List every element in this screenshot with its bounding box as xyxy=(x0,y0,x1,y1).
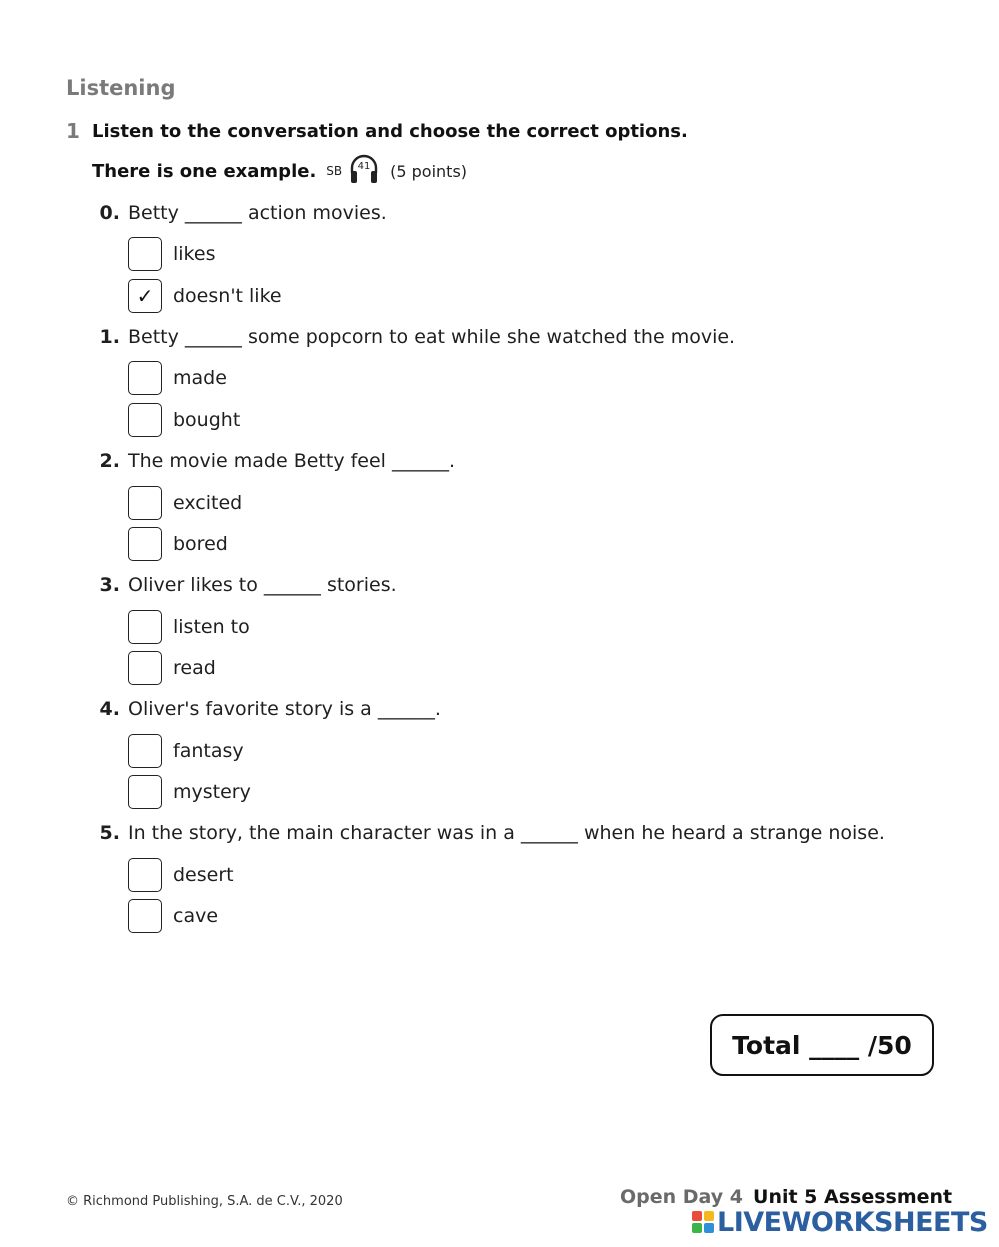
option-q0-a[interactable] xyxy=(128,237,215,271)
option-label: desert xyxy=(173,864,234,886)
checkbox[interactable] xyxy=(128,486,162,520)
checkbox[interactable] xyxy=(128,775,162,809)
option-label: mystery xyxy=(173,781,251,803)
liveworksheets-logo-icon xyxy=(692,1211,714,1233)
question-text: In the story, the main character was in a ______ when he heard a strange noise. xyxy=(128,822,885,844)
task-instruction-line-2 xyxy=(92,155,467,187)
task-instruction: Listen to the conversation and choose the correct options. xyxy=(92,121,688,142)
question-number: 4. xyxy=(99,698,120,720)
option-q3-b[interactable] xyxy=(128,651,216,685)
option-label: listen to xyxy=(173,616,250,638)
option-label: excited xyxy=(173,492,243,514)
total-score-text: Total ____ /50 xyxy=(732,1030,912,1060)
checkbox[interactable] xyxy=(128,651,162,685)
option-label: bored xyxy=(173,533,228,555)
question-text: Oliver likes to ______ stories. xyxy=(128,574,397,596)
headphones-icon[interactable] xyxy=(348,153,380,185)
book-title: Open Day 4 xyxy=(620,1186,744,1208)
watermark-text: LIVEWORKSHEETS xyxy=(717,1206,988,1238)
checkbox[interactable] xyxy=(128,734,162,768)
question-text: The movie made Betty feel ______. xyxy=(128,450,456,472)
checkbox[interactable] xyxy=(128,361,162,395)
points: (5 points) xyxy=(390,161,468,181)
question-text: Betty ______ some popcorn to eat while she watched the movie. xyxy=(128,326,736,348)
option-label: fantasy xyxy=(173,740,244,762)
option-label: bought xyxy=(173,409,241,431)
question-number: 5. xyxy=(99,822,120,844)
question-number: 0. xyxy=(99,202,120,224)
option-q1-b[interactable] xyxy=(128,403,240,437)
option-q0-b[interactable] xyxy=(128,279,282,313)
checkbox[interactable] xyxy=(128,610,162,644)
total-score-box xyxy=(710,1014,934,1076)
option-label: made xyxy=(173,367,227,389)
option-q4-b[interactable] xyxy=(128,775,251,809)
question-number: 2. xyxy=(99,450,120,472)
copyright: © Richmond Publishing, S.A. de C.V., 2020 xyxy=(66,1194,343,1209)
liveworksheets-watermark xyxy=(692,1206,988,1238)
checkbox[interactable] xyxy=(128,858,162,892)
sb-label: SB xyxy=(326,164,343,178)
section-title: Listening xyxy=(66,76,176,100)
option-q2-b[interactable] xyxy=(128,527,228,561)
checkbox[interactable] xyxy=(128,403,162,437)
question-text: Oliver's favorite story is a ______. xyxy=(128,698,441,720)
option-q1-a[interactable] xyxy=(128,361,227,395)
checkbox[interactable] xyxy=(128,237,162,271)
unit-title: Unit 5 Assessment xyxy=(753,1186,953,1208)
option-q4-a[interactable] xyxy=(128,734,244,768)
option-q5-b[interactable] xyxy=(128,899,218,933)
example-note: There is one example. xyxy=(92,160,317,182)
option-label: read xyxy=(173,657,216,679)
track-number: 41 xyxy=(357,161,371,172)
option-q3-a[interactable] xyxy=(128,610,250,644)
question-text: Betty ______ action movies. xyxy=(128,202,387,224)
option-label: doesn't like xyxy=(173,285,282,307)
checkbox[interactable] xyxy=(128,899,162,933)
option-label: likes xyxy=(173,243,216,265)
checkbox-checked[interactable]: ✓ xyxy=(128,279,162,313)
option-label: cave xyxy=(173,905,219,927)
checkbox[interactable] xyxy=(128,527,162,561)
option-q5-a[interactable] xyxy=(128,858,234,892)
question-number: 1. xyxy=(99,326,120,348)
footer-brand xyxy=(620,1186,952,1208)
question-number: 3. xyxy=(99,574,120,596)
option-q2-a[interactable] xyxy=(128,486,242,520)
task-number: 1 xyxy=(66,119,80,143)
